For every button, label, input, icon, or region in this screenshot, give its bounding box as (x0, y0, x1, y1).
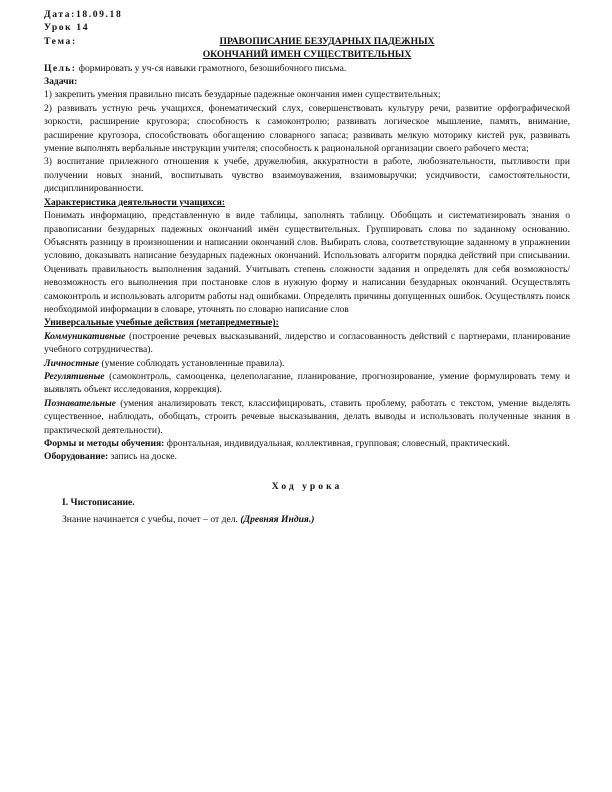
uud-term: Познавательные (44, 397, 116, 409)
topic-label: Тема: (44, 35, 77, 47)
proverb-line (44, 513, 570, 526)
section-penmanship: I. Чистописание. (62, 497, 135, 509)
tasks-label: Задачи: (44, 76, 78, 88)
forms-text: фронтальная, индивидуальная, коллективная, групповая; словесный, практический. (164, 438, 510, 449)
uud-term: Регулятивные (44, 370, 105, 382)
goal-paragraph (44, 62, 570, 75)
forms-label: Формы и методы обучения: (44, 438, 165, 449)
uud-communicative: Коммуникативные (построение речевых высказываний, лидерство и согласованность действий с партнерами, планирование учебного сотрудничества). (44, 330, 570, 356)
task-item-2: 2) развивать устную речь учащихся, фонематический слух, совершенствовать культуру речи, развитие орфографической зоркости, расширение кругозора; способность к самоконтролю; развивать логическое мышление, память, внимание, расширение кругозора, способствовать обогащению словарного запаса; развивать мелкую моторику кистей рук, развивать умение выполнять вербальные инструкции учителя; способность к рациональной организации своего рабочего места; (44, 102, 570, 155)
uud-term: Личностные (44, 357, 100, 369)
goal-label: Цель: (44, 62, 77, 74)
uud-label: Универсальные учебные действия (метапредметные): (44, 317, 279, 329)
goal-text: формировать у уч-ся навыки грамотного, безошибочного письма. (76, 62, 347, 74)
topic-row (44, 35, 570, 48)
forms-paragraph (44, 437, 570, 450)
uud-personal: Личностные (умение соблюдать установленные правила). (44, 357, 285, 369)
task-item-3: 3) воспитание прилежного отношения к учебе, дружелюбия, аккуратности в работе, любознательности, пытливости при получении новых знаний, воспитывать чувство взаимоуважения, взаимовыручки; усидчивости, самостоятельности, дисциплинированности. (44, 156, 570, 195)
uud-regulative: Регулятивные (самоконтроль, самооценка, целеполагание, планирование, прогнозирование, умение формулировать тему и выявлять объект исследования, коррекция). (44, 370, 570, 396)
equipment-text: запись на доске. (108, 451, 177, 463)
document-page (44, 8, 570, 526)
lesson-date: Дата:18.09.18 (44, 9, 123, 20)
equipment-paragraph (44, 450, 570, 463)
proverb-source: (Древняя Индия.) (240, 513, 315, 525)
topic-title-line2: ОКОНЧАНИЙ ИМЕН СУЩЕСТВИТЕЛЬНЫХ (202, 49, 412, 61)
topic-title-line1: ПРАВОПИСАНИЕ БЕЗУДАРНЫХ ПАДЕЖНЫХ (219, 35, 435, 47)
activity-text: Понимать информацию, представленную в виде таблицы, заполнять таблицу. Обобщать и систематизировать знания о правописании безударных падежных окончаний имён существительных. Группировать слова по заданному основанию. Объяснять разницу в произношении и написании окончаний слов. Выбирать слова, соответствующие заданному в упражнении условию, доказывать написание безударных падежных окончаний. Использовать алгоритм порядка действий при списывании. Оценивать правильность выполнения заданий. Учитывать степень сложности задания и определять для себя возможность/невозможность его выполнения при постановке слов в нужную форму и написании безударных окончаний. Осуществлять самоконтроль и использовать алгоритм работы над ошибками. Определять причины допущенных ошибок. Осуществлять поиск необходимой информации в словаре, уточнять по словарю написание слов (44, 210, 570, 315)
activity-label: Характеристика деятельности учащихся: (44, 196, 226, 208)
uud-cognitive: Познавательные (умения анализировать текст, классифицировать, ставить проблему, работать с текстом, умение выделять существенное, наблюдать, обобщать, строить речевые высказывания, делать выводы и использовать полученные знания в практической деятельности). (44, 397, 570, 436)
lesson-number: Урок 14 (44, 22, 90, 34)
equipment-label: Оборудование: (44, 451, 109, 463)
proverb-text: Знание начинается с учебы, почет – от дел. (62, 513, 241, 525)
uud-term: Коммуникативные (44, 330, 126, 342)
task-item-1: 1) закрепить умения правильно писать безударные падежные окончания имен существительных; (44, 89, 441, 101)
lesson-flow-heading: Ход урока (271, 480, 343, 492)
